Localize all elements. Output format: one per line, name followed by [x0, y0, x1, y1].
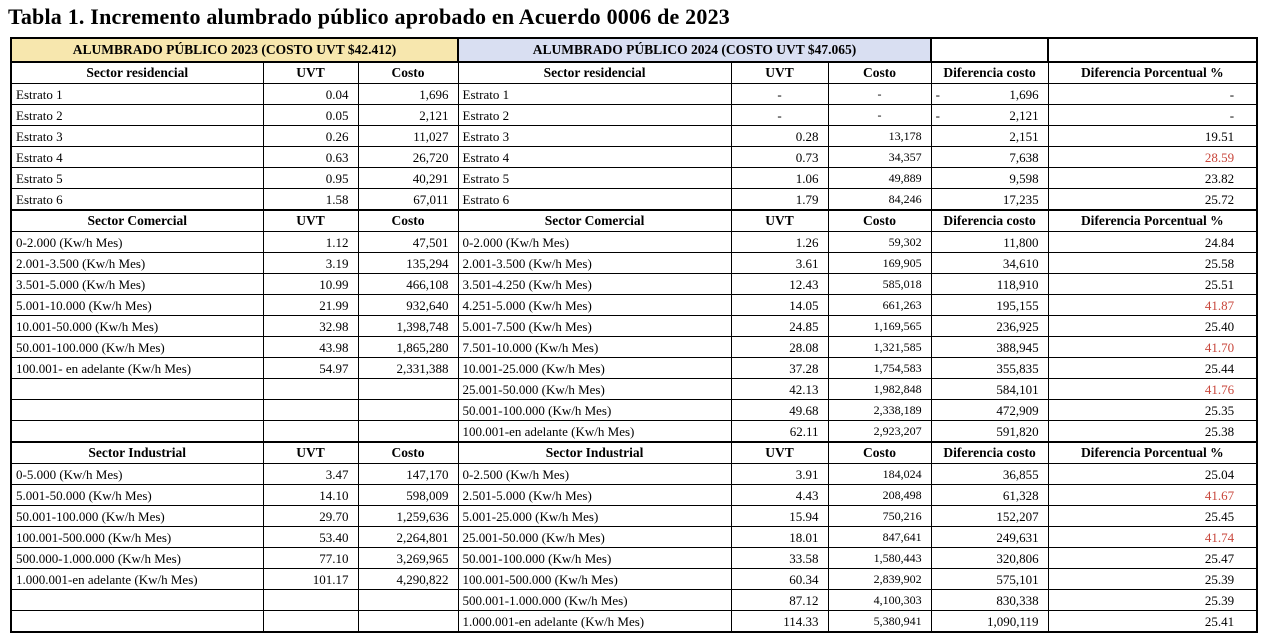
cell-diferencia-porcentual: 25.72: [1048, 189, 1257, 211]
cell-sector-2023: 50.001-100.000 (Kw/h Mes): [11, 506, 263, 527]
header-sector-2024-industrial: Sector Industrial: [458, 442, 731, 464]
header-costo-2023: Costo: [358, 210, 458, 232]
cell-costo-2023: 1,398,748: [358, 316, 458, 337]
cell-sector-2024: 2.001-3.500 (Kw/h Mes): [458, 253, 731, 274]
cell-costo-2024: 13,178: [828, 126, 931, 147]
cell-costo-2023: [358, 400, 458, 421]
cell-sector-2024: 50.001-100.000 (Kw/h Mes): [458, 548, 731, 569]
banner-2023: ALUMBRADO PÚBLICO 2023 (COSTO UVT $42.412): [11, 38, 458, 62]
cell-uvt-2023: 10.99: [263, 274, 358, 295]
table-row: [11, 421, 1257, 443]
tariff-table: [10, 37, 1258, 633]
cell-uvt-2023: 21.99: [263, 295, 358, 316]
header-costo-2024: Costo: [828, 442, 931, 464]
cell-sector-2024: 3.501-4.250 (Kw/h Mes): [458, 274, 731, 295]
cell-uvt-2023: 3.47: [263, 464, 358, 485]
cell-sector-2024: Estrato 2: [458, 105, 731, 126]
table-row: [11, 485, 1257, 506]
table-row: [11, 590, 1257, 611]
cell-diferencia-costo: 2,151: [931, 126, 1048, 147]
negative-sign: -: [935, 86, 940, 102]
banner-empty-cell-1: [931, 38, 1048, 62]
cell-uvt-2024: 49.68: [731, 400, 828, 421]
cell-sector-2024: 10.001-25.000 (Kw/h Mes): [458, 358, 731, 379]
cell-sector-2024: Estrato 4: [458, 147, 731, 168]
header-diferencia-porcentual: Diferencia Porcentual %: [1048, 210, 1257, 232]
table-row: [11, 358, 1257, 379]
cell-costo-2024: 5,380,941: [828, 611, 931, 633]
cell-sector-2023: 5.001-50.000 (Kw/h Mes): [11, 485, 263, 506]
cell-sector-2023: Estrato 3: [11, 126, 263, 147]
header-uvt-2024: UVT: [731, 210, 828, 232]
cell-diferencia-porcentual: 41.67: [1048, 485, 1257, 506]
cell-sector-2023: [11, 611, 263, 633]
cell-costo-2024: 2,923,207: [828, 421, 931, 443]
negative-value: 2,121: [1009, 107, 1039, 123]
cell-sector-2023: 500.000-1.000.000 (Kw/h Mes): [11, 548, 263, 569]
cell-costo-2024: 1,169,565: [828, 316, 931, 337]
header-costo-2023: Costo: [358, 442, 458, 464]
cell-sector-2024: Estrato 5: [458, 168, 731, 189]
cell-costo-2024: 169,905: [828, 253, 931, 274]
cell-sector-2024: 0-2.000 (Kw/h Mes): [458, 232, 731, 253]
cell-sector-2024: Estrato 6: [458, 189, 731, 211]
header-uvt-2023: UVT: [263, 62, 358, 84]
cell-uvt-2024: 15.94: [731, 506, 828, 527]
cell-sector-2024: 5.001-7.500 (Kw/h Mes): [458, 316, 731, 337]
cell-costo-2023: 26,720: [358, 147, 458, 168]
cell-diferencia-porcentual: 41.76: [1048, 379, 1257, 400]
cell-costo-2024: 208,498: [828, 485, 931, 506]
cell-costo-2024: 184,024: [828, 464, 931, 485]
cell-sector-2023: [11, 379, 263, 400]
section-header-row-residencial: [11, 62, 1257, 84]
cell-sector-2024: 4.251-5.000 (Kw/h Mes): [458, 295, 731, 316]
cell-sector-2024: Estrato 3: [458, 126, 731, 147]
cell-diferencia-porcentual: 25.51: [1048, 274, 1257, 295]
cell-diferencia-porcentual: -: [1048, 105, 1257, 126]
cell-diferencia-costo: 591,820: [931, 421, 1048, 443]
table-row: [11, 527, 1257, 548]
cell-uvt-2023: 1.58: [263, 189, 358, 211]
cell-uvt-2023: 0.63: [263, 147, 358, 168]
cell-sector-2023: 10.001-50.000 (Kw/h Mes): [11, 316, 263, 337]
cell-uvt-2024: 1.26: [731, 232, 828, 253]
cell-diferencia-costo: 249,631: [931, 527, 1048, 548]
cell-uvt-2023: [263, 379, 358, 400]
cell-uvt-2024: 60.34: [731, 569, 828, 590]
cell-uvt-2023: 3.19: [263, 253, 358, 274]
negative-sign: -: [935, 107, 940, 123]
header-sector-2023-comercial: Sector Comercial: [11, 210, 263, 232]
cell-diferencia-porcentual: 28.59: [1048, 147, 1257, 168]
header-costo-2024: Costo: [828, 210, 931, 232]
cell-uvt-2024: 0.28: [731, 126, 828, 147]
header-diferencia-costo: Diferencia costo: [931, 210, 1048, 232]
cell-costo-2023: 1,696: [358, 84, 458, 105]
cell-uvt-2023: 43.98: [263, 337, 358, 358]
cell-costo-2024: 1,754,583: [828, 358, 931, 379]
cell-sector-2023: 1.000.001-en adelante (Kw/h Mes): [11, 569, 263, 590]
cell-sector-2023: 100.001-500.000 (Kw/h Mes): [11, 527, 263, 548]
cell-diferencia-porcentual: 25.47: [1048, 548, 1257, 569]
cell-diferencia-costo: 17,235: [931, 189, 1048, 211]
cell-costo-2024: 847,641: [828, 527, 931, 548]
cell-costo-2024: 750,216: [828, 506, 931, 527]
cell-costo-2023: 3,269,965: [358, 548, 458, 569]
cell-diferencia-costo: 7,638: [931, 147, 1048, 168]
cell-costo-2024: 49,889: [828, 168, 931, 189]
cell-uvt-2023: 101.17: [263, 569, 358, 590]
cell-uvt-2023: [263, 421, 358, 443]
cell-uvt-2024: 3.91: [731, 464, 828, 485]
cell-costo-2024: 1,982,848: [828, 379, 931, 400]
cell-diferencia-costo: 388,945: [931, 337, 1048, 358]
cell-costo-2024: 2,338,189: [828, 400, 931, 421]
header-costo-2023: Costo: [358, 62, 458, 84]
table-row: [11, 548, 1257, 569]
cell-diferencia-costo: 236,925: [931, 316, 1048, 337]
cell-diferencia-porcentual: 41.70: [1048, 337, 1257, 358]
cell-sector-2024: 2.501-5.000 (Kw/h Mes): [458, 485, 731, 506]
header-diferencia-porcentual: Diferencia Porcentual %: [1048, 62, 1257, 84]
cell-sector-2024: 25.001-50.000 (Kw/h Mes): [458, 527, 731, 548]
cell-sector-2024: 100.001-500.000 (Kw/h Mes): [458, 569, 731, 590]
cell-uvt-2023: 1.12: [263, 232, 358, 253]
cell-diferencia-costo: 36,855: [931, 464, 1048, 485]
cell-sector-2024: 5.001-25.000 (Kw/h Mes): [458, 506, 731, 527]
cell-uvt-2024: 114.33: [731, 611, 828, 633]
cell-sector-2023: Estrato 2: [11, 105, 263, 126]
cell-sector-2023: 3.501-5.000 (Kw/h Mes): [11, 274, 263, 295]
cell-uvt-2023: 0.26: [263, 126, 358, 147]
cell-sector-2023: 50.001-100.000 (Kw/h Mes): [11, 337, 263, 358]
cell-sector-2024: Estrato 1: [458, 84, 731, 105]
cell-costo-2023: 2,331,388: [358, 358, 458, 379]
cell-uvt-2023: 77.10: [263, 548, 358, 569]
cell-diferencia-porcentual: 25.44: [1048, 358, 1257, 379]
cell-uvt-2023: 0.04: [263, 84, 358, 105]
cell-uvt-2023: [263, 400, 358, 421]
cell-uvt-2024: 28.08: [731, 337, 828, 358]
header-uvt-2023: UVT: [263, 210, 358, 232]
cell-costo-2024: 4,100,303: [828, 590, 931, 611]
cell-diferencia-porcentual: 25.39: [1048, 569, 1257, 590]
table-row: [11, 232, 1257, 253]
cell-costo-2024: 2,839,902: [828, 569, 931, 590]
table-row: [11, 274, 1257, 295]
cell-diferencia-costo: 1,090,119: [931, 611, 1048, 633]
cell-costo-2023: 598,009: [358, 485, 458, 506]
cell-diferencia-porcentual: 41.74: [1048, 527, 1257, 548]
cell-costo-2023: [358, 421, 458, 443]
cell-costo-2024: 1,321,585: [828, 337, 931, 358]
table-row: [11, 168, 1257, 189]
cell-uvt-2023: 14.10: [263, 485, 358, 506]
table-row: [11, 147, 1257, 168]
banner-empty-cell-2: [1048, 38, 1257, 62]
cell-sector-2023: [11, 400, 263, 421]
cell-sector-2024: 500.001-1.000.000 (Kw/h Mes): [458, 590, 731, 611]
cell-sector-2024: 100.001-en adelante (Kw/h Mes): [458, 421, 731, 443]
cell-sector-2024: 25.001-50.000 (Kw/h Mes): [458, 379, 731, 400]
cell-uvt-2024: 18.01: [731, 527, 828, 548]
cell-diferencia-costo: 9,598: [931, 168, 1048, 189]
cell-sector-2023: 5.001-10.000 (Kw/h Mes): [11, 295, 263, 316]
header-uvt-2024: UVT: [731, 442, 828, 464]
cell-sector-2023: 2.001-3.500 (Kw/h Mes): [11, 253, 263, 274]
cell-uvt-2023: [263, 590, 358, 611]
header-diferencia-costo: Diferencia costo: [931, 442, 1048, 464]
cell-uvt-2024: 1.79: [731, 189, 828, 211]
cell-costo-2024: 585,018: [828, 274, 931, 295]
header-uvt-2024: UVT: [731, 62, 828, 84]
header-sector-2023-industrial: Sector Industrial: [11, 442, 263, 464]
table-row: [11, 611, 1257, 633]
cell-costo-2023: 466,108: [358, 274, 458, 295]
cell-diferencia-porcentual: 25.35: [1048, 400, 1257, 421]
cell-diferencia-costo: 355,835: [931, 358, 1048, 379]
banner-2024: ALUMBRADO PÚBLICO 2024 (COSTO UVT $47.065): [458, 38, 931, 62]
header-sector-2024-comercial: Sector Comercial: [458, 210, 731, 232]
cell-diferencia-costo: 152,207: [931, 506, 1048, 527]
cell-sector-2023: Estrato 5: [11, 168, 263, 189]
cell-sector-2023: [11, 590, 263, 611]
cell-diferencia-porcentual: 25.58: [1048, 253, 1257, 274]
table-row: [11, 295, 1257, 316]
cell-costo-2023: 1,259,636: [358, 506, 458, 527]
cell-uvt-2023: 32.98: [263, 316, 358, 337]
table-row: [11, 84, 1257, 105]
cell-diferencia-costo: 195,155: [931, 295, 1048, 316]
table-row: [11, 464, 1257, 485]
banner-row: [11, 38, 1257, 62]
cell-diferencia-porcentual: 24.84: [1048, 232, 1257, 253]
section-header-row-industrial: [11, 442, 1257, 464]
cell-costo-2023: 932,640: [358, 295, 458, 316]
cell-uvt-2024: -: [731, 84, 828, 105]
cell-uvt-2024: 0.73: [731, 147, 828, 168]
cell-costo-2023: [358, 379, 458, 400]
table-row: [11, 569, 1257, 590]
cell-diferencia-costo: 584,101: [931, 379, 1048, 400]
cell-diferencia-costo: [931, 84, 1048, 105]
cell-uvt-2023: [263, 611, 358, 633]
table-title: Tabla 1. Incremento alumbrado público aprobado en Acuerdo 0006 de 2023: [8, 4, 730, 29]
table-row: [11, 126, 1257, 147]
cell-uvt-2023: 29.70: [263, 506, 358, 527]
table-row: [11, 400, 1257, 421]
cell-costo-2024: -: [828, 84, 931, 105]
cell-costo-2023: 47,501: [358, 232, 458, 253]
cell-diferencia-porcentual: 25.40: [1048, 316, 1257, 337]
cell-costo-2024: 1,580,443: [828, 548, 931, 569]
cell-diferencia-costo: [931, 105, 1048, 126]
header-diferencia-porcentual: Diferencia Porcentual %: [1048, 442, 1257, 464]
cell-uvt-2023: 0.05: [263, 105, 358, 126]
cell-diferencia-porcentual: 25.41: [1048, 611, 1257, 633]
cell-sector-2024: 0-2.500 (Kw/h Mes): [458, 464, 731, 485]
cell-sector-2024: 50.001-100.000 (Kw/h Mes): [458, 400, 731, 421]
header-sector-2024-residencial: Sector residencial: [458, 62, 731, 84]
header-diferencia-costo: Diferencia costo: [931, 62, 1048, 84]
cell-costo-2023: 147,170: [358, 464, 458, 485]
cell-sector-2023: Estrato 1: [11, 84, 263, 105]
cell-costo-2023: 2,121: [358, 105, 458, 126]
cell-diferencia-porcentual: 41.87: [1048, 295, 1257, 316]
cell-sector-2023: [11, 421, 263, 443]
cell-uvt-2024: 42.13: [731, 379, 828, 400]
header-sector-2023-residencial: Sector residencial: [11, 62, 263, 84]
cell-costo-2024: 661,263: [828, 295, 931, 316]
negative-value: 1,696: [1009, 86, 1039, 102]
cell-sector-2023: 100.001- en adelante (Kw/h Mes): [11, 358, 263, 379]
cell-diferencia-porcentual: 25.39: [1048, 590, 1257, 611]
cell-diferencia-costo: 320,806: [931, 548, 1048, 569]
table-row: [11, 316, 1257, 337]
cell-diferencia-costo: 830,338: [931, 590, 1048, 611]
cell-uvt-2024: 37.28: [731, 358, 828, 379]
table-row: [11, 105, 1257, 126]
cell-uvt-2024: 14.05: [731, 295, 828, 316]
cell-uvt-2024: 87.12: [731, 590, 828, 611]
cell-costo-2024: 34,357: [828, 147, 931, 168]
table-row: [11, 337, 1257, 358]
header-uvt-2023: UVT: [263, 442, 358, 464]
cell-sector-2023: Estrato 4: [11, 147, 263, 168]
cell-diferencia-costo: 575,101: [931, 569, 1048, 590]
cell-costo-2023: [358, 590, 458, 611]
cell-costo-2023: 4,290,822: [358, 569, 458, 590]
cell-sector-2023: 0-2.000 (Kw/h Mes): [11, 232, 263, 253]
cell-diferencia-costo: 61,328: [931, 485, 1048, 506]
cell-uvt-2024: 24.85: [731, 316, 828, 337]
cell-uvt-2024: 33.58: [731, 548, 828, 569]
cell-diferencia-porcentual: 23.82: [1048, 168, 1257, 189]
cell-diferencia-porcentual: -: [1048, 84, 1257, 105]
header-costo-2024: Costo: [828, 62, 931, 84]
cell-uvt-2024: -: [731, 105, 828, 126]
cell-costo-2024: -: [828, 105, 931, 126]
cell-diferencia-porcentual: 19.51: [1048, 126, 1257, 147]
cell-diferencia-costo: 472,909: [931, 400, 1048, 421]
cell-diferencia-costo: 34,610: [931, 253, 1048, 274]
cell-sector-2023: Estrato 6: [11, 189, 263, 211]
cell-costo-2023: 2,264,801: [358, 527, 458, 548]
table-row: [11, 379, 1257, 400]
cell-diferencia-porcentual: 25.38: [1048, 421, 1257, 443]
cell-diferencia-porcentual: 25.04: [1048, 464, 1257, 485]
cell-diferencia-porcentual: 25.45: [1048, 506, 1257, 527]
cell-costo-2023: [358, 611, 458, 633]
cell-costo-2023: 40,291: [358, 168, 458, 189]
table-row: [11, 506, 1257, 527]
cell-sector-2024: 1.000.001-en adelante (Kw/h Mes): [458, 611, 731, 633]
cell-costo-2023: 1,865,280: [358, 337, 458, 358]
cell-costo-2023: 135,294: [358, 253, 458, 274]
cell-diferencia-costo: 11,800: [931, 232, 1048, 253]
section-header-row-comercial: [11, 210, 1257, 232]
cell-uvt-2024: 62.11: [731, 421, 828, 443]
cell-uvt-2024: 12.43: [731, 274, 828, 295]
cell-costo-2024: 59,302: [828, 232, 931, 253]
cell-uvt-2024: 1.06: [731, 168, 828, 189]
cell-sector-2023: 0-5.000 (Kw/h Mes): [11, 464, 263, 485]
cell-sector-2024: 7.501-10.000 (Kw/h Mes): [458, 337, 731, 358]
cell-costo-2023: 67,011: [358, 189, 458, 211]
cell-uvt-2024: 3.61: [731, 253, 828, 274]
cell-uvt-2024: 4.43: [731, 485, 828, 506]
cell-diferencia-costo: 118,910: [931, 274, 1048, 295]
cell-uvt-2023: 54.97: [263, 358, 358, 379]
table-row: [11, 253, 1257, 274]
cell-uvt-2023: 0.95: [263, 168, 358, 189]
cell-uvt-2023: 53.40: [263, 527, 358, 548]
table-row: [11, 189, 1257, 211]
cell-costo-2023: 11,027: [358, 126, 458, 147]
cell-costo-2024: 84,246: [828, 189, 931, 211]
